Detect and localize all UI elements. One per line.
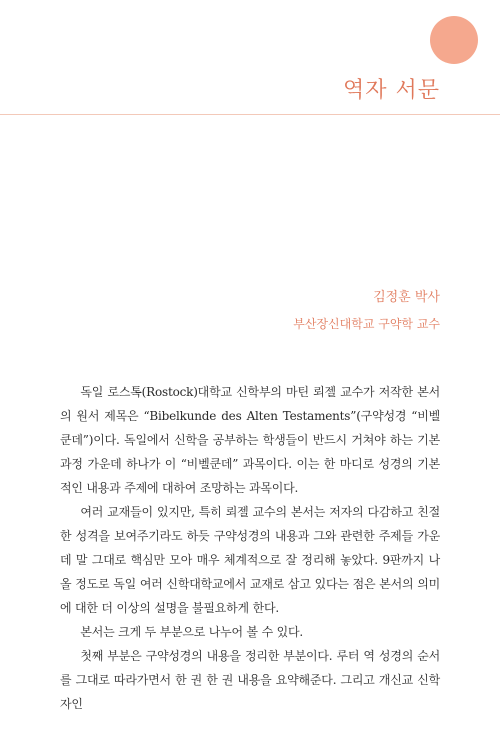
chapter-title: 역자 서문 [342, 78, 440, 103]
author-name: 김정훈 박사 [373, 290, 440, 305]
author-block [293, 288, 440, 333]
title-divider [0, 114, 500, 115]
paragraph: 독일 로스톡(Rostock)대학교 신학부의 마틴 뢰젤 교수가 저작한 본서의 원서 제목은 “Bibelkunde des Alten Testaments”(구약성경 “비벨쿤데”)이다. 독일에서 신학을 공부하는 학생들이 반드시 거쳐야 하는 기본 과정 가운데 하나가 이 “비벨쿤데” 과목이다. 이는 한 마디로 성경의 기본적인 내용과 주제에 대하여 조망하는 과목이다. [60, 385, 440, 495]
body-text [60, 380, 440, 716]
paragraph: 본서는 크게 두 부분으로 나누어 볼 수 있다. [80, 625, 303, 639]
paragraph: 첫째 부분은 구약성경의 내용을 정리한 부분이다. 루터 역 성경의 순서를 그대로 따라가면서 한 권 한 권 내용을 요약해준다. 그리고 개신교 신학자인 [60, 649, 440, 711]
paragraph: 여러 교재들이 있지만, 특히 뢰젤 교수의 본서는 저자의 다감하고 친절한 성격을 보여주기라도 하듯 구약성경의 내용과 그와 관련한 주제들 가운데 말 그대로 핵심만 모아 매우 체계적으로 잘 정리해 놓았다. 9판까지 나올 정도로 독일 여러 신학대학교에서 교재로 삼고 있다는 점은 본서의 의미에 대한 더 이상의 설명을 불필요하게 한다. [60, 505, 440, 615]
decorative-circle [430, 16, 478, 64]
author-affiliation: 부산장신대학교 구약학 교수 [293, 317, 440, 331]
